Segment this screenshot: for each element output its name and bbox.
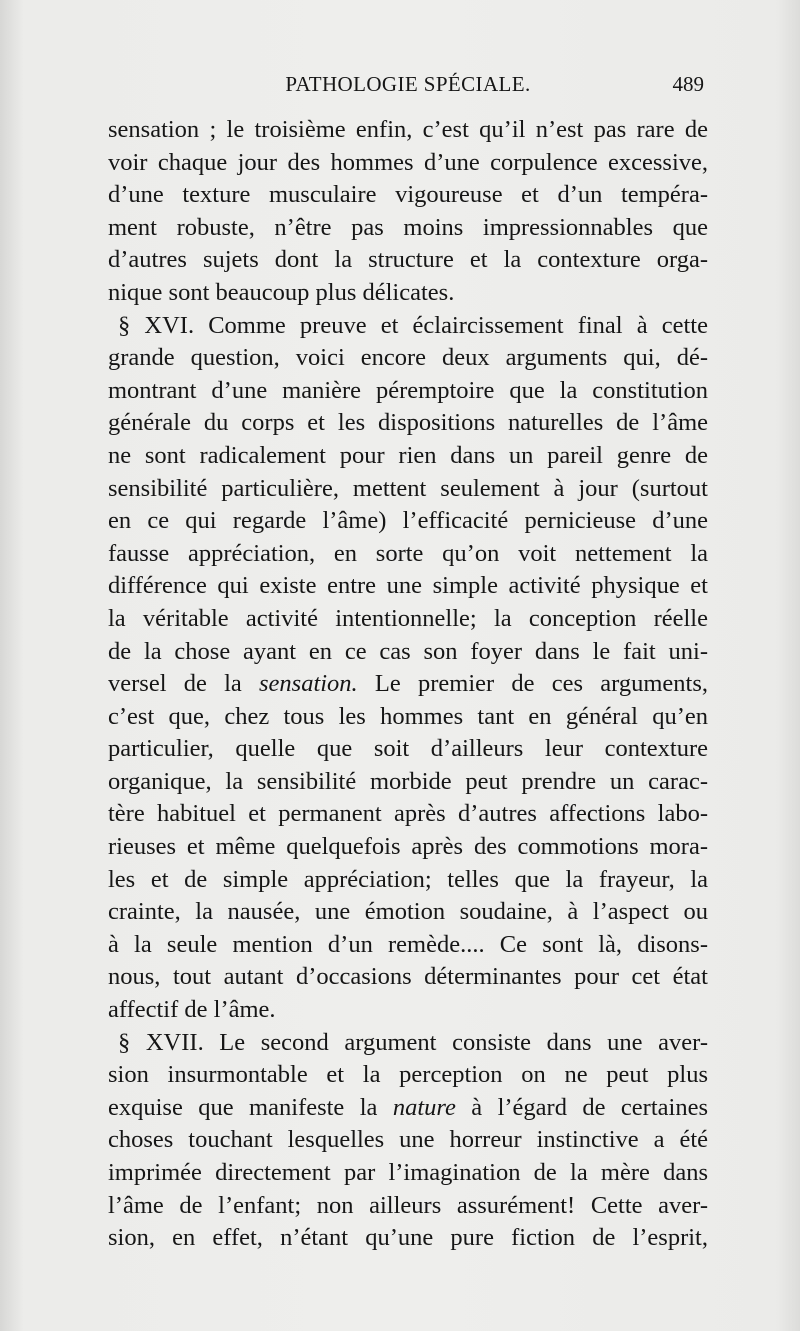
text-line: choses touchant lesquelles une horreur instinctive a été: [108, 1126, 708, 1154]
text-line: sion, en effet, n’étant qu’une pure fiction de l’esprit,: [108, 1224, 708, 1252]
italic-term: nature: [392, 1093, 456, 1121]
running-title: PATHOLOGIE SPÉCIALE.: [285, 72, 531, 96]
text-line: ment robuste, n’être pas moins impressionnables que: [108, 213, 708, 241]
text-line: fausse appréciation, en sorte qu’on voit nettement la: [108, 539, 708, 567]
text-line: différence qui existe entre une simple activité physique et: [108, 572, 708, 600]
text-line: d’une texture musculaire vigoureuse et d’un tempéra-: [108, 181, 708, 209]
text-line: rieuses et même quelquefois après des commotions mora-: [108, 833, 708, 861]
text-line: nous, tout autant d’occasions déterminantes pour cet état: [108, 963, 708, 991]
text-line: sensation ; le troisième enfin, c’est qu’il n’est pas rare de: [108, 116, 708, 143]
text-line: crainte, la nausée, une émotion soudaine, à l’aspect ou: [108, 898, 708, 926]
text-line: § XVI. Comme preuve et éclaircissement final à cette: [118, 311, 708, 339]
text-line: particulier, quelle que soit d’ailleurs leur contexture: [108, 735, 708, 763]
text-line: tère habituel et permanent après d’autres affections labo-: [108, 800, 708, 828]
text-line: générale du corps et les dispositions naturelles de l’âme: [108, 409, 708, 437]
text-line: en ce qui regarde l’âme) l’efficacité pernicieuse d’une: [108, 507, 708, 535]
text-line: sensibilité particulière, mettent seulement à jour (surtout: [108, 474, 708, 502]
italic-term: sensation.: [259, 670, 358, 698]
text-line: organique, la sensibilité morbide peut prendre un carac-: [108, 767, 708, 795]
text-line: c’est que, chez tous les hommes tant en général qu’en: [108, 702, 708, 730]
text-line: d’autres sujets dont la structure et la contexture orga-: [108, 246, 708, 274]
text-line: sion insurmontable et la perception on ne peut plus: [108, 1061, 708, 1089]
text-line: exquise que manifeste la nature à l’égard de certaines: [108, 1093, 708, 1121]
page-number: 489: [672, 72, 704, 96]
text-line: les et de simple appréciation; telles que la frayeur, la: [108, 865, 708, 893]
text-line: la véritable activité intentionnelle; la conception réelle: [108, 604, 708, 632]
text-line: de la chose ayant en ce cas son foyer dans le fait uni-: [108, 637, 708, 665]
text-line: montrant d’une manière péremptoire que la constitution: [108, 376, 708, 404]
text-line: voir chaque jour des hommes d’une corpulence excessive,: [108, 148, 708, 176]
text-line: à la seule mention d’un remède.... Ce sont là, disons-: [108, 930, 708, 958]
running-header: [108, 72, 708, 112]
text-line: l’âme de l’enfant; non ailleurs assurément! Cette aver-: [108, 1191, 708, 1219]
text-line: grande question, voici encore deux arguments qui, dé-: [108, 344, 708, 372]
text-line: ne sont radicalement pour rien dans un pareil genre de: [108, 441, 708, 469]
text-line: versel de la sensation. Le premier de ces arguments,: [108, 670, 708, 698]
text-line: affectif de l’âme.: [108, 996, 276, 1024]
body-text: [108, 114, 708, 1255]
text-line: nique sont beaucoup plus délicates.: [108, 278, 455, 306]
text-line: imprimée directement par l’imagination de la mère dans: [108, 1159, 708, 1186]
text-line: § XVII. Le second argument consiste dans une aver-: [118, 1028, 708, 1056]
